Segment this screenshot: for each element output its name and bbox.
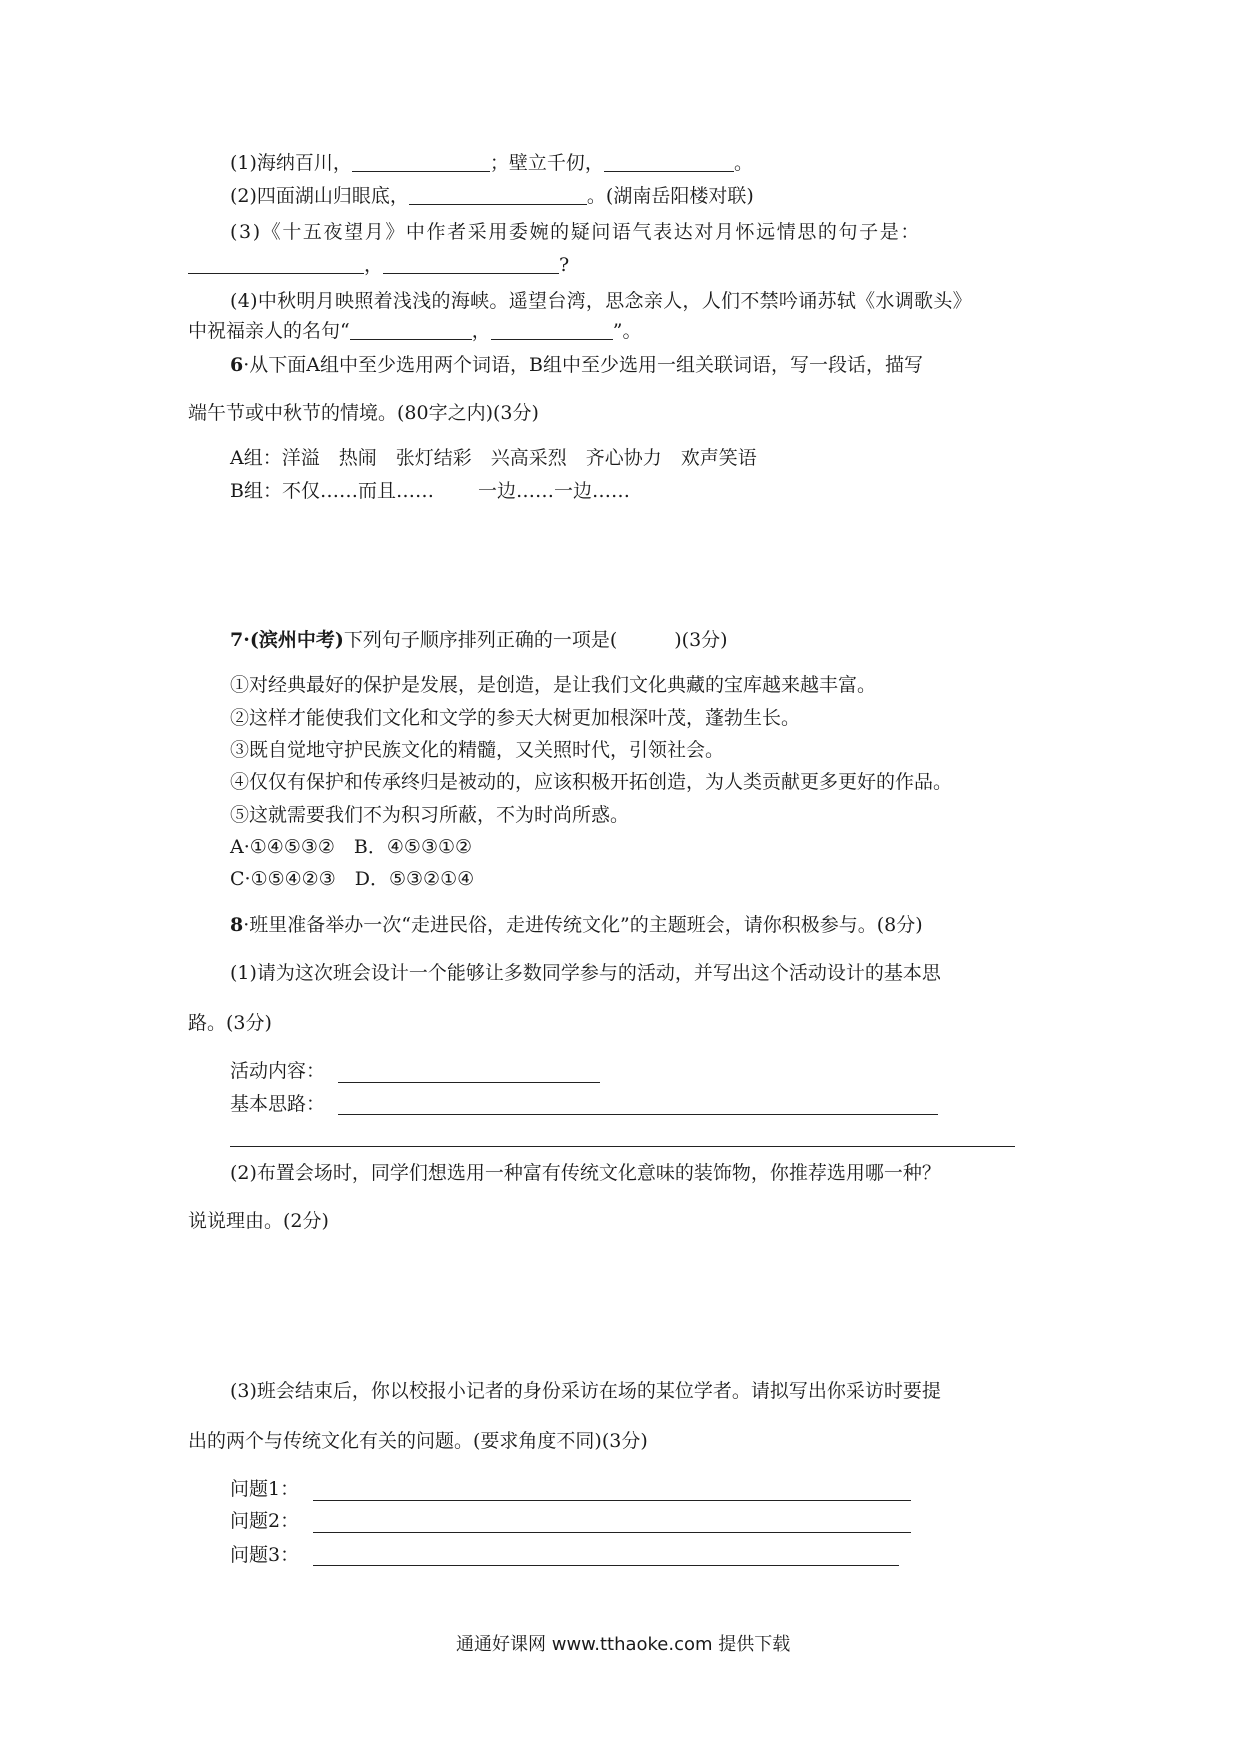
q7-sentence-1: ①对经典最好的保护是发展，是创造，是让我们文化典藏的宝库越来越丰富。 [230, 674, 877, 696]
q8-activity-answer-line[interactable] [338, 1082, 600, 1083]
q6-group-a: A组：洋溢 热闹 张灯结彩 兴高采烈 齐心协力 欢声笑语 [230, 447, 757, 469]
q6-line-1 [230, 352, 923, 378]
q8-part3-line-2: 出的两个与传统文化有关的问题。(要求角度不同)(3分) [188, 1430, 648, 1452]
q6-number: 6 [230, 354, 244, 376]
q8-question-2-answer-line[interactable] [313, 1532, 911, 1533]
q8-number: 8 [230, 914, 244, 936]
q7-options-cd: C·①⑤④②③ D．⑤③②①④ [230, 868, 475, 890]
q8-part3-line-1: (3)班会结束后，你以校报小记者的身份采访在场的某位学者。请拟写出你采访时要提 [230, 1380, 941, 1402]
q5-line-4b [188, 318, 641, 344]
q5-line-2 [230, 183, 754, 209]
q7-number: 7 [230, 629, 244, 651]
q5-blank-5[interactable] [383, 253, 559, 274]
q5-line-3: (3)《十五夜望月》中作者采用委婉的疑问语气表达对月怀远情思的句子是： [230, 221, 921, 243]
q5-blank-2[interactable] [604, 151, 734, 172]
q5-blank-6[interactable] [350, 319, 472, 340]
q8-part2-line-1: (2)布置会场时，同学们想选用一种富有传统文化意味的装饰物，你推荐选用哪一种？ [230, 1162, 941, 1184]
q8-question-2-label: 问题2： [230, 1510, 300, 1532]
q5-blank-3[interactable] [409, 184, 587, 205]
q7-options-ab: A·①④⑤③② B．④⑤③①② [230, 836, 473, 858]
q5-line-4: (4)中秋明月映照着浅浅的海峡。遥望台湾，思念亲人，人们不禁吟诵苏轼《水调歌头》 [230, 290, 972, 312]
q7-sentence-5: ⑤这就需要我们不为积习所蔽，不为时尚所惑。 [230, 804, 630, 826]
q7-sentence-2: ②这样才能使我们文化和文学的参天大树更加根深叶茂，蓬勃生长。 [230, 707, 801, 729]
q8-question-3-label: 问题3： [230, 1544, 300, 1566]
q5-line-1 [230, 150, 753, 176]
q5-line-2-text-b: 。(湖南岳阳楼对联) [586, 185, 754, 207]
q5-line-4b-text-a: 中祝福亲人的名句“ [188, 320, 350, 342]
q8-idea-label: 基本思路： [230, 1093, 326, 1115]
q8-part1-line-1: (1)请为这次班会设计一个能够让多数同学参与的活动，并写出这个活动设计的基本思 [230, 962, 941, 984]
q7-sentence-3: ③既自觉地守护民族文化的精髓，又关照时代，引领社会。 [230, 739, 725, 761]
q8-question-1-answer-line[interactable] [313, 1500, 911, 1501]
q8-part1-line-2: 路。(3分) [188, 1012, 272, 1034]
q6-group-b: B组：不仅……而且…… 一边……一边…… [230, 480, 631, 502]
q6-line-2: 端午节或中秋节的情境。(80字之内)(3分) [188, 402, 539, 424]
q7-stem-text: 下列句子顺序排列正确的一项是( )(3分) [343, 629, 728, 651]
q7-stem [230, 627, 728, 653]
q8-stem-text: ·班里准备举办一次“走进民俗，走进传统文化”的主题班会，请你积极参与。(8分) [243, 914, 923, 936]
q6-line-1-text: ·从下面A组中至少选用两个词语，B组中至少选用一组关联词语，写一段话，描写 [243, 354, 923, 376]
q5-line-4b-sep: ， [471, 320, 491, 342]
q8-question-1-label: 问题1： [230, 1478, 300, 1500]
q5-line-3b-sep: ， [364, 254, 384, 276]
q5-line-1-text-c: 。 [733, 152, 753, 174]
q5-line-2-text-a: (2)四面湖山归眼底， [230, 185, 409, 207]
q5-blank-4[interactable] [188, 253, 364, 274]
q7-sentence-4: ④仅仅有保护和传承终归是被动的，应该积极开拓创造，为人类贡献更多更好的作品。 [230, 771, 953, 793]
q5-line-1-text-a: (1)海纳百川， [230, 152, 352, 174]
q5-line-1-text-b: ；壁立千仞， [489, 152, 604, 174]
q5-line-3b [188, 252, 569, 278]
q8-activity-label: 活动内容： [230, 1060, 326, 1082]
q8-stem [230, 912, 923, 938]
q5-line-4b-end: ”。 [612, 320, 642, 342]
q8-idea-answer-line-2[interactable] [230, 1146, 1015, 1147]
q7-source: ·(滨州中考) [243, 629, 344, 651]
q8-part2-line-2: 说说理由。(2分) [188, 1210, 329, 1232]
q5-line-3b-end: ? [559, 254, 570, 276]
q5-blank-1[interactable] [352, 151, 490, 172]
q8-idea-answer-line-1[interactable] [338, 1114, 938, 1115]
q5-blank-7[interactable] [491, 319, 613, 340]
page-footer: 通通好课网 www.tthaoke.com 提供下载 [456, 1634, 791, 1655]
q8-question-3-answer-line[interactable] [313, 1565, 899, 1566]
